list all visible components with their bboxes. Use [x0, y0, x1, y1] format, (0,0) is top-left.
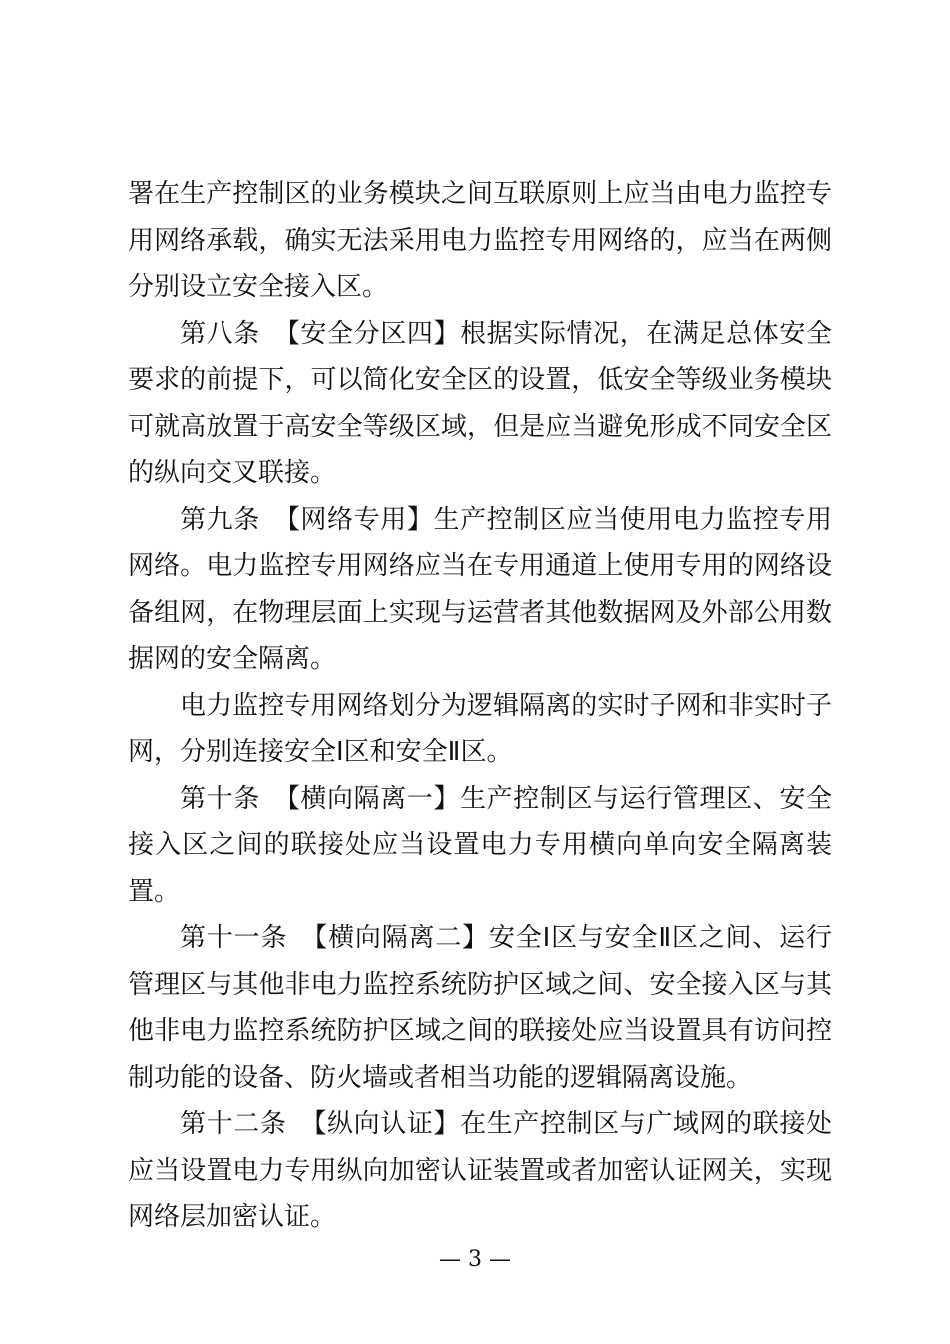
article-number: 第十条 [180, 783, 260, 814]
article-11 [128, 915, 832, 1101]
paragraph-text: 电力监控专用网络划分为逻辑隔离的实时子网和非实时子网，分别连接安全Ⅰ区和安全Ⅱ区。 [128, 690, 832, 767]
article-number: 第九条 [180, 504, 260, 535]
article-title: 【横向隔离二】 [301, 923, 489, 953]
paragraph-text: 署在生产控制区的业务模块之间互联原则上应当由电力监控专用网络承载，确实无法采用电力监控专用网络的，应当在两侧分别设立安全接入区。 [128, 179, 832, 302]
article-9-paragraph-2 [128, 683, 832, 776]
article-number: 第十一条 [180, 923, 288, 953]
article-12 [128, 1101, 832, 1241]
article-9 [128, 497, 832, 683]
article-number: 第十二条 [180, 1109, 287, 1139]
article-title: 【安全分区四】 [273, 318, 461, 349]
article-text: 生产控制区应当使用电力监控专用网络。电力监控专用网络应当在专用通道上使用专用的网络设备组网，在物理层面上实现与运营者其他数据网及外部公用数据网的安全隔离。 [128, 504, 832, 674]
article-text: 生产控制区与运行管理区、安全接入区之间的联接处应当设置电力专用横向单向安全隔离装置。 [128, 783, 832, 907]
article-title: 【网络专用】 [273, 504, 434, 535]
article-text: 在生产控制区与广域网的联接处应当设置电力专用纵向加密认证装置或者加密认证网关，实现网络层加密认证。 [128, 1109, 832, 1232]
article-text: 根据实际情况，在满足总体安全要求的前提下，可以简化安全区的设置，低安全等级业务模块可就高放置于高安全等级区域，但是应当避免形成不同安全区的纵向交叉联接。 [128, 318, 832, 488]
document-body [128, 171, 832, 1241]
article-title: 【纵向认证】 [300, 1109, 461, 1139]
article-number: 第八条 [180, 318, 260, 349]
article-8 [128, 311, 832, 497]
article-10 [128, 776, 832, 916]
paragraph-continuation [128, 171, 832, 311]
page-number: — 3 — [439, 1247, 511, 1272]
article-text: 安全Ⅰ区与安全Ⅱ区之间、运行管理区与其他非电力监控系统防护区域之间、安全接入区与其他非电力监控系统防护区域之间的联接处应当设置具有访问控制功能的设备、防火墙或者相当功能的逻辑隔离设施。 [128, 923, 832, 1093]
article-title: 【横向隔离一】 [273, 783, 461, 814]
